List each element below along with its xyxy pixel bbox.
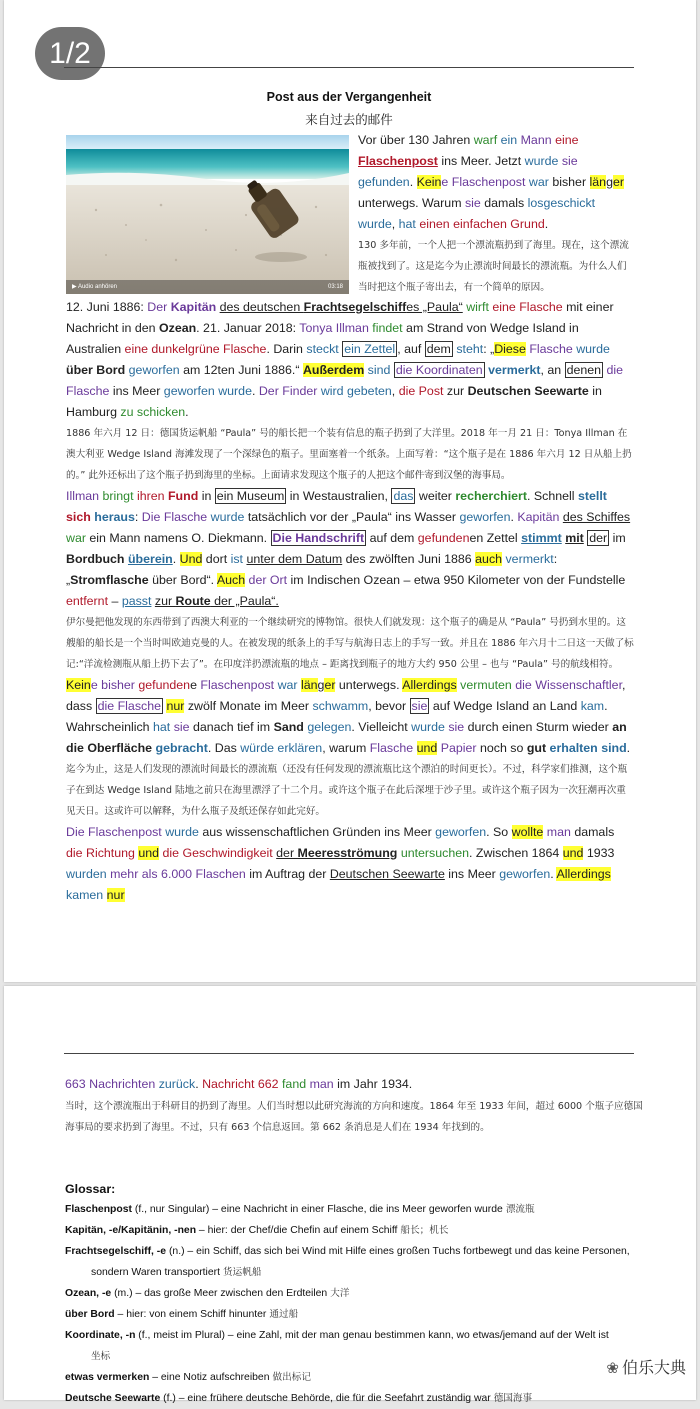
text-run: weiter: [415, 489, 456, 503]
paragraph-4-translation: 迄今为止，这是人们发现的漂流时间最长的漂流瓶（还没有任何发现的漂流瓶比这个漂泊的时间更长）。不过，科学家们推测，这个瓶子在到达 Wedge Island 陆地之前只在海里漂浮了十二个月。或许这个瓶子在此后深埋于沙子里。或许这个瓶子因为一次狂潮再次重见天日。这或许可以解释，为什么瓶子及纸还保存如此完好。: [66, 764, 628, 817]
glossary-entry: [65, 1220, 645, 1241]
text-run: der „Paula“.: [210, 594, 279, 608]
text-run: Stromflasche: [70, 573, 149, 587]
text-run: dort: [202, 552, 231, 566]
text-run: 1933: [583, 846, 615, 860]
text-run: .: [251, 384, 259, 398]
text-run: erhalten sind: [549, 741, 627, 755]
glossary-term: Deutsche Seewarte: [65, 1393, 161, 1404]
glossary-title: Glossar:: [65, 1182, 116, 1196]
text-run: zurück: [158, 1077, 196, 1091]
text-run: war: [277, 678, 298, 692]
text-run: sie: [173, 720, 190, 734]
glossary-entry-continued: [65, 1346, 645, 1367]
text-run: wird gebeten: [320, 384, 392, 398]
text-run: stellt: [577, 489, 607, 503]
paragraph-4-text: [66, 675, 634, 759]
text-run: .: [510, 510, 518, 524]
glossary-term: Frachtsegelschiff, -e: [65, 1246, 167, 1257]
glossary-translation: 漂流瓶: [502, 1204, 535, 1215]
text-run: unter dem Datum: [246, 552, 343, 566]
text-run: wurde: [210, 510, 245, 524]
text-run: die Flasche: [97, 699, 161, 713]
text-run: unterwegs.: [335, 678, 403, 692]
text-run: ins Meer: [109, 384, 164, 398]
glossary-translation: 货运帆船: [219, 1267, 262, 1278]
page-2-translation: 当时，这个漂流瓶出于科研目的扔到了海里。人们当时想以此研究海流的方向和速度。1864 年至 1933 年间，超过 6000 个瓶子应德国海事局的要求扔到了海里。不过，只有 663 个信息返回。第 662 条消息是人们在 1934 年找到的。: [65, 1101, 643, 1133]
text-run: im: [609, 531, 626, 545]
text-run: einen: [419, 217, 450, 231]
text-run: wirft: [466, 300, 489, 314]
text-run: geworfen wurde: [163, 384, 252, 398]
text-run: damals: [480, 196, 528, 210]
text-run: die Geschwindigkeit: [162, 846, 273, 860]
text-run: die Post: [398, 384, 444, 398]
text-run: ist: [230, 552, 244, 566]
glossary-translation: 船长；机长: [397, 1225, 449, 1236]
text-run: Flaschenpost: [451, 175, 526, 189]
text-run: Auch: [216, 573, 246, 587]
text-run: nur: [166, 699, 185, 713]
text-run: des Schiffes: [562, 510, 631, 524]
glossary-entry: [65, 1388, 645, 1409]
text-run: ein Museum: [216, 489, 285, 503]
text-run: über Bord“.: [148, 573, 217, 587]
text-run: Deutschen Seewarte: [329, 867, 445, 881]
text-run: der Ort: [248, 573, 288, 587]
text-run: Richtung: [86, 846, 135, 860]
text-run: Diese: [494, 342, 526, 356]
text-run: passt: [121, 594, 152, 608]
text-run: Seewarte: [534, 384, 589, 398]
beach-bottle-photo: [66, 135, 349, 294]
text-run: Die Flaschenpost: [66, 825, 162, 839]
text-run: eine Flasche: [492, 300, 563, 314]
text-run: geworfen: [499, 867, 551, 881]
text-run: er: [324, 678, 336, 692]
paragraph-2-translation: 1886 年六月 12 日：德国货运帆船 “Paula” 号的船长把一个装有信息的瓶子扔到了大洋里。2018 年一月 21 日：Tonya Illman 在澳大利亚 Wedge Island 海滩发现了一个深绿色的瓶子。里面塞着一个纸条。上面写着：“这个瓶子是在 1886 年六月 12 日从船上扔的。” 此外还标出了这个瓶子扔到海里的坐标。上面请求发现这个瓶子的人把这个邮件寄到汉堡的海事局。: [66, 428, 632, 481]
text-run: hat: [153, 720, 171, 734]
text-run: 12. Juni 1886:: [66, 300, 148, 314]
text-run: damals: [570, 825, 615, 839]
paragraph-1-translation: 130 多年前，一个人把一个漂流瓶扔到了海里。现在，这个漂流瓶被找到了。这是迄今为止漂流时间最长的漂流瓶。为什么人们当时把这个瓶子寄出去，有一个简单的原因。: [358, 240, 629, 293]
text-run: Allerdings: [402, 678, 457, 692]
text-run: der: [589, 531, 608, 545]
text-run: sie: [448, 720, 465, 734]
text-run: Allerdings: [556, 867, 611, 881]
text-run: e: [441, 175, 449, 189]
text-run: zur: [154, 594, 176, 608]
text-run: stimmt: [521, 531, 562, 545]
text-run: bisher: [101, 678, 135, 692]
text-run: auch: [475, 552, 503, 566]
text-run: . Das: [207, 741, 241, 755]
glossary-translation: 通过船: [266, 1309, 299, 1320]
text-run: .: [409, 175, 417, 189]
text-run: Und: [179, 552, 203, 566]
text-run: im Auftrag der: [245, 867, 330, 881]
text-run: kamen: [66, 888, 104, 902]
text-run: Flaschenpost: [200, 678, 275, 692]
text-run: , dass: [66, 678, 626, 713]
text-run: gelegen: [307, 720, 352, 734]
text-run: wurde: [165, 825, 199, 839]
glossary-definition: (f., meist im Plural) – eine Zahl, mit der man genau bestimmen kann, wo etwas/jemand auf der Welt ist: [135, 1330, 609, 1341]
paragraph-5-text: [66, 822, 634, 906]
text-run: wurden: [66, 867, 107, 881]
text-run: überein: [127, 552, 173, 566]
text-run: auf Wedge Island an Land: [429, 699, 581, 713]
text-run: es „Paula“: [406, 300, 463, 314]
text-run: en Zettel: [469, 531, 522, 545]
glossary-translation: 大洋: [327, 1288, 350, 1299]
text-run: aus wissenschaftlichen Gründen ins Meer: [198, 825, 436, 839]
glossary-definition: (n.) – ein Schiff, das sich bei Wind mit Hilfe eines großen Tuchs fortbewegt und das keine Personen,: [166, 1246, 630, 1257]
glossary-definition: sondern Waren transportiert: [91, 1267, 220, 1278]
text-run: wurde: [576, 342, 610, 356]
text-run: Kein: [416, 175, 442, 189]
text-run: ,: [391, 217, 399, 231]
text-run: vermuten: [460, 678, 512, 692]
text-run: geworfen: [459, 510, 511, 524]
text-run: bringt: [102, 489, 134, 503]
text-run: hat: [398, 217, 416, 231]
text-run: mit: [565, 531, 584, 545]
glossary-definition: (m.) – das große Meer zwischen den Erdteilen: [111, 1288, 328, 1299]
text-run: .: [195, 1077, 203, 1091]
text-run: Die Handschrift: [272, 531, 365, 545]
text-run: die Koordinaten: [395, 363, 483, 377]
text-run: gefunden: [417, 531, 470, 545]
text-run: sind: [367, 363, 391, 377]
text-run: des deutschen: [219, 300, 304, 314]
glossary-definition: (f.) – eine frühere deutsche Behörde, die für die Seefahrt zuständig war: [160, 1393, 491, 1404]
page-indicator: 1/2: [35, 27, 105, 80]
page-2-lead-text: [65, 1077, 412, 1091]
text-run: :: [134, 510, 142, 524]
text-run: tatsächlich vor der „Paula“ ins Wasser: [244, 510, 460, 524]
text-run: Bordbuch: [66, 552, 125, 566]
text-run: dem: [426, 342, 451, 356]
paragraph-2-text: [66, 297, 634, 423]
text-run: sie: [561, 154, 578, 168]
glossary-entry: [65, 1304, 645, 1325]
glossary-term: Ozean, -e: [65, 1288, 112, 1299]
text-run: geworfen: [128, 363, 180, 377]
text-run: heraus: [94, 510, 135, 524]
glossary-definition: – hier: der Chef/die Chefin auf einem Schiff: [196, 1225, 398, 1236]
text-run: ein: [500, 133, 518, 147]
text-run: das: [393, 489, 414, 503]
article-title: Post aus der Vergangenheit: [266, 90, 432, 104]
glossary-definition: – eine Notiz aufschreiben: [149, 1372, 270, 1383]
text-run: des zwölften Juni 1886: [342, 552, 476, 566]
text-run: län: [300, 678, 318, 692]
paragraph-1-text: [358, 130, 634, 235]
text-run: warf: [473, 133, 498, 147]
main-text: [66, 297, 634, 906]
paragraph-1: [358, 130, 634, 298]
text-run: : „: [483, 342, 495, 356]
text-run: kam: [580, 699, 605, 713]
text-run: ,: [391, 384, 399, 398]
text-run: .: [550, 867, 557, 881]
text-run: die Flasche: [66, 363, 624, 398]
text-run: sich: [66, 510, 91, 524]
text-run: am 12ten Juni 1886.“: [179, 363, 303, 377]
paragraph-3-translation: 伊尔曼把他发现的东西带到了西澳大利亚的一个继续研究的博物馆。很快人们就发现：这个瓶子的确是从 “Paula” 号扔到水里的。这艘船的船长是一个当时叫欧迪克曼的人。在被发现的纸条上的手写与航海日志上的手写一致。并且在 1886 年六月十二日这一天做了标记:“洋流检测瓶从船上扔下去了”。在印度洋扔漂流瓶的地点 – 距离找到瓶子的地方大约 950 公里 – 也与 “Paula” 号的航线相符。: [66, 617, 634, 670]
text-run: im Jahr 1934.: [333, 1077, 413, 1091]
glossary-entry: [65, 1241, 645, 1262]
text-run: bisher: [548, 175, 590, 189]
text-run: in Hamburg: [66, 384, 602, 419]
text-run: die: [66, 846, 83, 860]
glossary-term: Koordinate, -n: [65, 1330, 136, 1341]
text-run: g: [317, 678, 325, 692]
account-name: 伯乐大典: [621, 1358, 686, 1377]
text-run: war: [528, 175, 549, 189]
text-run: Illman: [66, 489, 100, 503]
glossary-entry-continued: [65, 1262, 645, 1283]
text-run: wollte: [511, 825, 544, 839]
text-run: ihren: [136, 489, 165, 503]
glossary-term: etwas vermerken: [65, 1372, 150, 1383]
text-run: fand: [281, 1077, 307, 1091]
wechat-account: [606, 1355, 686, 1378]
text-run: .: [185, 405, 189, 419]
text-run: gefunden: [358, 175, 410, 189]
text-run: Vor über 130 Jahren: [358, 133, 474, 147]
text-run: noch so: [476, 741, 527, 755]
text-run: er: [612, 175, 624, 189]
text-run: . Darin: [266, 342, 307, 356]
play-icon[interactable]: ▶: [72, 284, 77, 290]
audio-time: 03:18: [327, 284, 343, 290]
text-run: Der: [147, 300, 168, 314]
text-run: . So: [486, 825, 512, 839]
glossary-list: [65, 1199, 645, 1409]
text-run: Meeresströmung: [297, 846, 398, 860]
text-run: Route: [175, 594, 211, 608]
text-run: g: [606, 175, 613, 189]
text-run: eine dunkelgrüne Flasche: [124, 342, 267, 356]
text-run: auf dem: [366, 531, 418, 545]
text-run: zur: [443, 384, 468, 398]
text-run: Der Finder: [258, 384, 318, 398]
audio-bar[interactable]: [66, 280, 349, 294]
text-run: steht: [456, 342, 484, 356]
text-run: –: [108, 594, 122, 608]
text-run: ein Zettel: [344, 342, 396, 356]
text-run: sie: [411, 699, 428, 713]
page-2-rule: [64, 1053, 634, 1054]
text-run: . Vielleicht: [351, 720, 412, 734]
text-run: e: [190, 678, 201, 692]
text-run: Mann: [520, 133, 552, 147]
glossary-term: über Bord: [65, 1309, 115, 1320]
text-run: denen: [566, 363, 602, 377]
text-run: in Westaustralien,: [286, 489, 392, 503]
text-run: . Schnell: [527, 489, 578, 503]
text-run: zu schicken: [120, 405, 186, 419]
text-run: und: [138, 846, 160, 860]
text-run: nur: [106, 888, 125, 902]
paragraph-3-text: [66, 486, 634, 612]
text-run: . Zwischen 1864: [469, 846, 563, 860]
glossary-term: Kapitän, -e/Kapitänin, -nen: [65, 1225, 197, 1236]
text-run: ins Meer: [444, 867, 500, 881]
text-run: ein Mann namens O. Diekmann.: [85, 531, 271, 545]
text-run: danach tief im: [189, 720, 274, 734]
text-run: gebracht: [155, 741, 208, 755]
text-run: mehr als 6.000 Flaschen: [110, 867, 246, 881]
text-run: Flasche: [369, 741, 414, 755]
text-run: , auf: [397, 342, 425, 356]
text-run: man: [309, 1077, 334, 1091]
text-run: sie: [464, 196, 481, 210]
text-run: durch einen Sturm wieder: [464, 720, 613, 734]
text-run: Frachtsegelschiff: [303, 300, 407, 314]
text-run: eine: [555, 133, 579, 147]
glossary-definition: (f., nur Singular) – eine Nachricht in einer Flasche, die ins Meer geworfen wurde: [131, 1204, 503, 1215]
text-run: und: [562, 846, 584, 860]
text-run: einfachen Grund: [453, 217, 545, 231]
text-run: würde erklären: [240, 741, 323, 755]
article-subtitle: 来自过去的邮件: [305, 112, 393, 127]
text-run: Kapitän: [517, 510, 560, 524]
text-run: entfernt: [66, 594, 109, 608]
glossary-entry: [65, 1283, 645, 1304]
text-run: vermerkt: [505, 552, 554, 566]
glossary-term: Flaschenpost: [65, 1204, 132, 1215]
text-run: findet: [372, 321, 403, 335]
wechat-icon: ❀: [606, 1359, 619, 1377]
text-run: .: [544, 217, 549, 231]
glossary-definition: – hier: von einem Schiff hinunter: [114, 1309, 267, 1320]
text-run: , warum: [322, 741, 370, 755]
text-run: , bevor: [368, 699, 410, 713]
text-run: ins Meer. Jetzt: [437, 154, 525, 168]
text-run: : „: [66, 552, 558, 587]
text-run: Nachricht 662: [202, 1077, 279, 1091]
text-run: vermerkt: [488, 363, 541, 377]
text-run: Kapitän: [170, 300, 217, 314]
text-run: 663 Nachrichten: [65, 1077, 156, 1091]
text-run: gefunden: [138, 678, 191, 692]
text-run: zwölf Monate im Meer: [184, 699, 313, 713]
text-run: Deutschen: [467, 384, 531, 398]
text-run: in: [198, 489, 215, 503]
text-run: im Indischen Ozean – etwa 950 Kilometer von der Fundstelle: [287, 573, 626, 587]
text-run: der: [276, 846, 298, 860]
text-run: war: [66, 531, 86, 545]
glossary-translation: 做出标记: [269, 1372, 311, 1383]
text-run: unterwegs. Warum: [358, 196, 465, 210]
text-run: Flaschenpost: [358, 154, 438, 168]
text-run: Die Flasche: [141, 510, 208, 524]
text-run: , an: [540, 363, 565, 377]
text-run: . 21. Januar 2018:: [196, 321, 300, 335]
text-run: schwamm: [312, 699, 369, 713]
text-run: mit einer Nachricht in den: [66, 300, 614, 335]
text-run: untersuchen: [400, 846, 470, 860]
text-run: Sand: [273, 720, 304, 734]
glossary-translation: 德国海事: [490, 1393, 533, 1404]
text-run: steckt: [306, 342, 339, 356]
text-run: die Wissenschaftler: [515, 678, 623, 692]
text-run: Papier: [440, 741, 477, 755]
text-run: recherchiert: [455, 489, 527, 503]
header-rule: [64, 67, 634, 68]
glossary-translation: 坐标: [91, 1351, 111, 1362]
text-run: e: [90, 678, 98, 692]
text-run: losgeschickt wurde: [358, 196, 596, 231]
text-run: Ozean: [158, 321, 197, 335]
text-run: Flasche: [529, 342, 573, 356]
glossary-entry: [65, 1199, 645, 1220]
text-run: über Bord: [66, 363, 126, 377]
text-run: gut: [526, 741, 547, 755]
text-run: geworfen: [435, 825, 487, 839]
audio-label: Audio anhören: [77, 284, 118, 290]
text-run: län: [589, 175, 607, 189]
text-run: man: [546, 825, 571, 839]
text-run: .: [172, 552, 180, 566]
glossary-entry: [65, 1325, 645, 1346]
text-run: wurde: [411, 720, 445, 734]
text-run: Außerdem: [302, 363, 365, 377]
text-run: .: [626, 741, 631, 755]
text-run: Tonya Illman: [299, 321, 369, 335]
text-run: an die Oberfläche: [66, 720, 627, 755]
text-run: Kein: [66, 678, 91, 692]
text-run: Fund: [167, 489, 199, 503]
text-run: . Wahrscheinlich: [66, 699, 608, 734]
text-run: wurde: [524, 154, 559, 168]
text-run: am Strand von Wedge Island in Australien: [66, 321, 579, 356]
glossary-entry: [65, 1367, 645, 1388]
text-run: und: [416, 741, 438, 755]
